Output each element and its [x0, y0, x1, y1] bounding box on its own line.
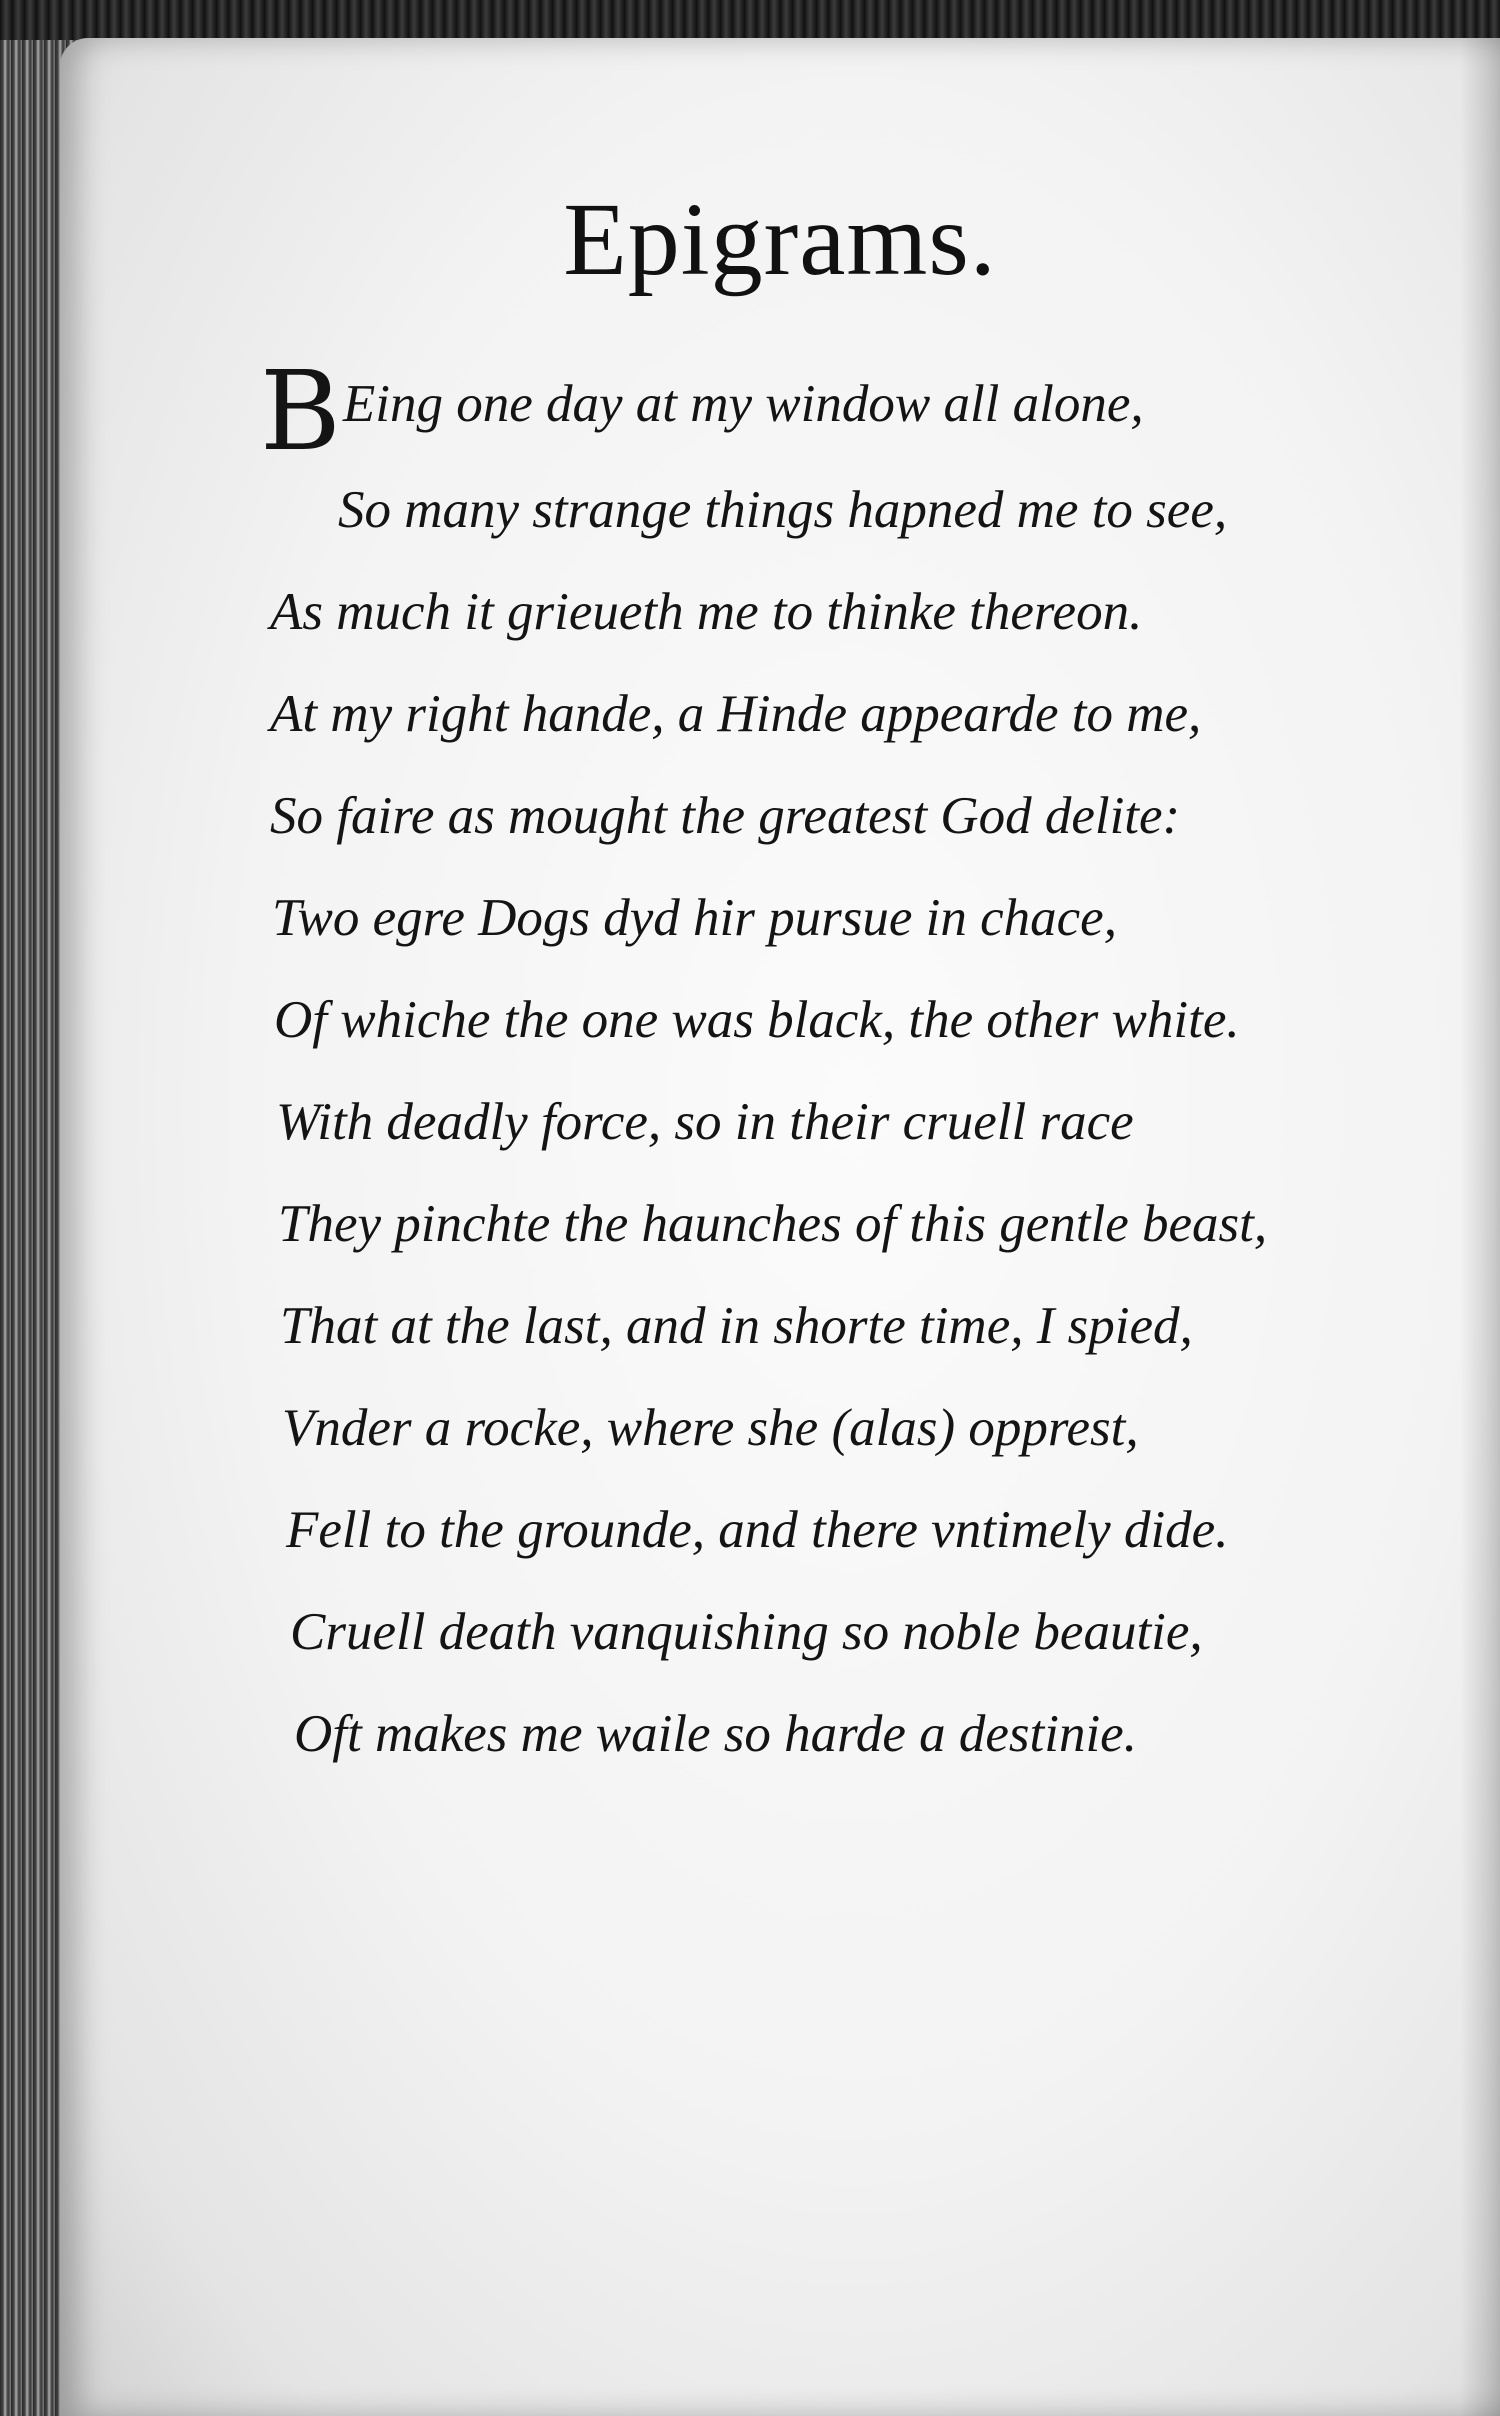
page-fold-shadow [1460, 38, 1500, 2416]
poem-line: With deadly force, so in their cruell race [276, 1093, 1134, 1151]
poem-line: Two egre Dogs dyd hir pursue in chace, [272, 889, 1117, 947]
poem-line [260, 347, 1144, 475]
drop-cap: B [260, 347, 341, 475]
book-page [60, 38, 1500, 2416]
poem-line: Vnder a rocke, where she (alas) opprest, [282, 1399, 1139, 1457]
poem-line: Oft makes me waile so harde a destinie. [294, 1705, 1137, 1763]
poem-line: Cruell death vanquishing so noble beautie, [290, 1603, 1203, 1661]
poem-line: That at the last, and in shorte time, I spied, [280, 1297, 1193, 1355]
poem-line: They pinchte the haunches of this gentle beast, [278, 1195, 1268, 1253]
poem-line: Of whiche the one was black, the other white. [274, 991, 1240, 1049]
book-top-edge [0, 0, 1500, 40]
poem-line: Fell to the grounde, and there vntimely dide. [286, 1501, 1229, 1559]
poem [60, 38, 1500, 2416]
poem-line-text: Eing one day at my window all alone, [342, 375, 1144, 433]
poem-line: At my right hande, a Hinde appearde to me, [270, 685, 1202, 743]
poem-line: So many strange things hapned me to see, [338, 481, 1228, 539]
poem-line: As much it grieueth me to thinke thereon. [270, 583, 1143, 641]
poem-line: So faire as mought the greatest God delite: [270, 787, 1181, 845]
page-title: Epigrams. [563, 182, 997, 297]
